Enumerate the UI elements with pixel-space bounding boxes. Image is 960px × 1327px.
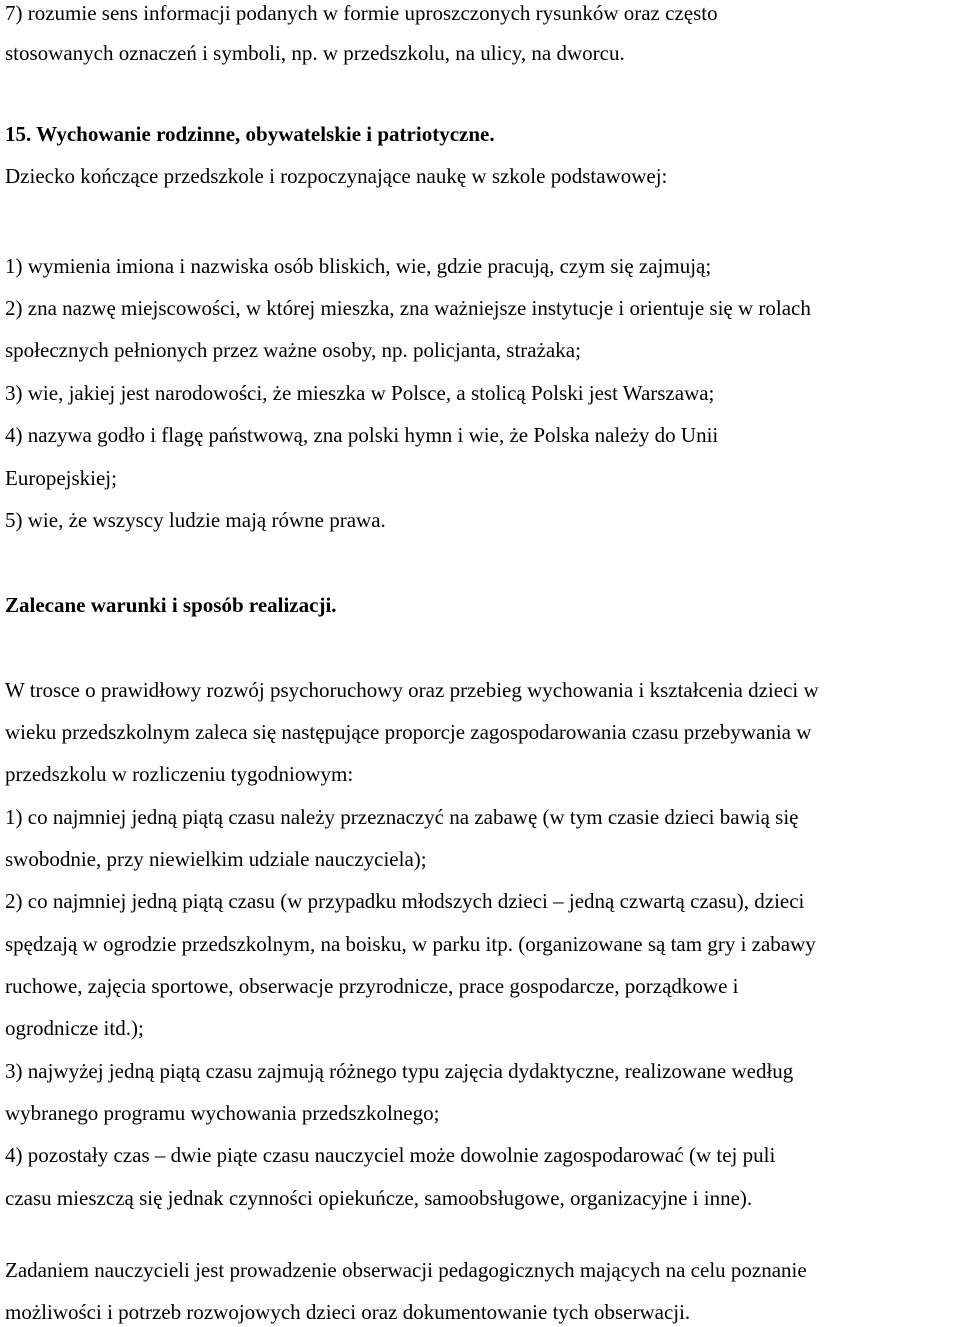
section-15-item-4-line-1: 4) nazywa godło i flagę państwową, zna polski hymn i wie, że Polska należy do Unii <box>5 423 719 447</box>
section-15-item-2-line-2: społecznych pełnionych przez ważne osoby, np. policjanta, strażaka; <box>5 338 581 362</box>
section-15-item-3: 3) wie, jakiej jest narodowości, że mieszka w Polsce, a stolicą Polski jest Warszawa; <box>5 381 715 405</box>
conditions-point-1-line-2: swobodnie, przy niewielkim udziale nauczyciela); <box>5 847 427 871</box>
item7-line-2: stosowanych oznaczeń i symboli, np. w przedszkolu, na ulicy, na dworcu. <box>5 41 625 65</box>
conditions-point-3-line-1: 3) najwyżej jedną piątą czasu zajmują różnego typu zajęcia dydaktyczne, realizowane według <box>5 1059 794 1083</box>
conditions-point-3-line-2: wybranego programu wychowania przedszkolnego; <box>5 1101 440 1125</box>
item7-line-1: 7) rozumie sens informacji podanych w formie uproszczonych rysunków oraz często <box>5 1 718 25</box>
section-15-item-1: 1) wymienia imiona i nazwiska osób bliskich, wie, gdzie pracują, czym się zajmują; <box>5 254 712 278</box>
conditions-point-2-line-3: ruchowe, zajęcia sportowe, obserwacje przyrodnicze, prace gospodarcze, porządkowe i <box>5 974 739 998</box>
conditions-intro-line-1: W trosce o prawidłowy rozwój psychoruchowy oraz przebieg wychowania i kształcenia dzieci w <box>5 678 819 702</box>
section-15-item-2-line-1: 2) zna nazwę miejscowości, w której mieszka, zna ważniejsze instytucje i orientuje się w rolach <box>5 296 811 320</box>
conditions-point-4-line-1: 4) pozostały czas – dwie piąte czasu nauczyciel może dowolnie zagospodarować (w tej puli <box>5 1143 776 1167</box>
conditions-point-2-line-4: ogrodnicze itd.); <box>5 1016 144 1040</box>
conditions-point-4-line-2: czasu mieszczą się jednak czynności opiekuńcze, samoobsługowe, organizacyjne i inne). <box>5 1186 753 1210</box>
conditions-task-line-2: możliwości i potrzeb rozwojowych dzieci oraz dokumentowanie tych obserwacji. <box>5 1300 691 1324</box>
conditions-task-line-1: Zadaniem nauczycieli jest prowadzenie obserwacji pedagogicznych mających na celu poznanie <box>5 1258 807 1282</box>
conditions-point-1-line-1: 1) co najmniej jedną piątą czasu należy przeznaczyć na zabawę (w tym czasie dzieci bawią się <box>5 805 799 829</box>
section-15-intro: Dziecko kończące przedszkole i rozpoczynające naukę w szkole podstawowej: <box>5 164 668 188</box>
section-15-item-4-line-2: Europejskiej; <box>5 466 117 490</box>
conditions-intro-line-3: przedszkolu w rozliczeniu tygodniowym: <box>5 762 354 786</box>
section-15-item-5: 5) wie, że wszyscy ludzie mają równe prawa. <box>5 508 386 532</box>
section-15-heading: 15. Wychowanie rodzinne, obywatelskie i patriotyczne. <box>5 122 495 146</box>
conditions-heading: Zalecane warunki i sposób realizacji. <box>5 593 337 617</box>
conditions-point-2-line-2: spędzają w ogrodzie przedszkolnym, na boisku, w parku itp. (organizowane są tam gry i zabawy <box>5 932 816 956</box>
conditions-intro-line-2: wieku przedszkolnym zaleca się następujące proporcje zagospodarowania czasu przebywania w <box>5 720 812 744</box>
conditions-point-2-line-1: 2) co najmniej jedną piątą czasu (w przypadku młodszych dzieci – jedną czwartą czasu), dzieci <box>5 889 805 913</box>
